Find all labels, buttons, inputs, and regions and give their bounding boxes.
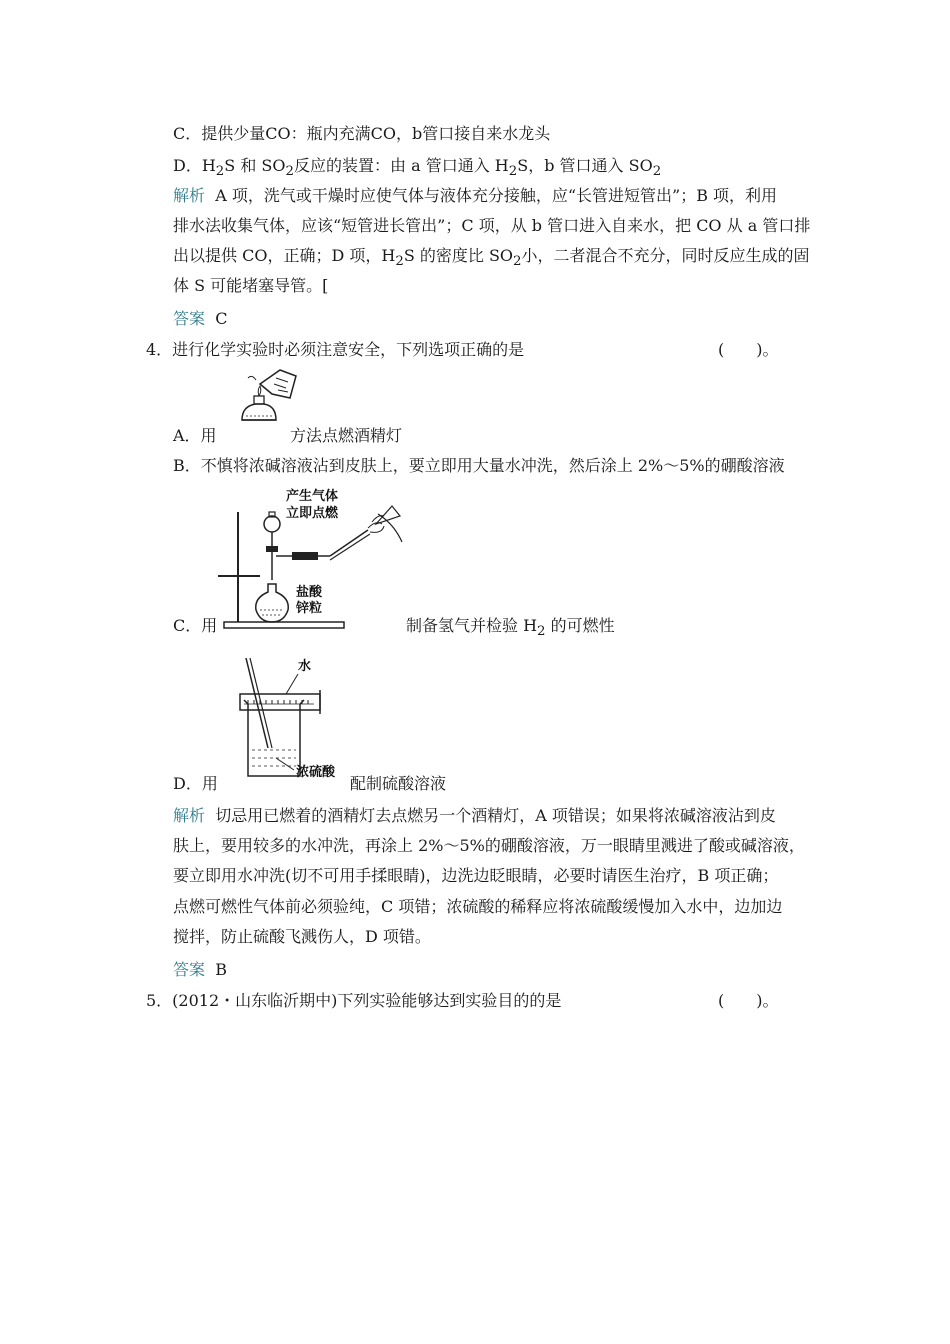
figure-d-label-water: 水	[298, 659, 312, 674]
q4-option-d-prefix: D．用	[173, 774, 218, 793]
q3-analysis-line-2: 排水法收集气体，应该“短管进长管出”；C 项，从 b 管口进入自来水，把 CO 从 a 管口排	[173, 216, 811, 235]
figure-c-label-ignite: 立即点燃	[286, 506, 339, 521]
answer-value: C	[215, 309, 228, 328]
figure-hydrogen-apparatus	[216, 484, 406, 632]
q5-stem: 5．(2012・山东临沂期中)下列实验能够达到实验目的的是	[146, 991, 562, 1010]
q5-paren: ( )。	[718, 991, 779, 1010]
analysis-label: 解析	[173, 806, 206, 825]
q4-option-c-prefix: C．用	[173, 616, 218, 635]
q4-option-d-suffix: 配制硫酸溶液	[350, 774, 447, 793]
q3-analysis-line-3: 出以提供 CO，正确；D 项，$H_2S$ 的密度比 $SO_2$小，二者混合不充分，同时反应生成的固	[173, 246, 810, 270]
q4-analysis-line-3: 要立即用水冲洗(切不可用手揉眼睛)，边洗边眨眼睛，必要时请医生治疗，B 项正确；	[173, 866, 779, 885]
q4-paren: ( )。	[718, 340, 779, 359]
figure-c-label-acid: 盐酸	[296, 585, 323, 600]
q3-option-d: D．$H_2S$ 和 $SO_2$反应的装置：由 a 管口通入 $H_2S$，b 管口通入 $SO_2$	[173, 156, 662, 180]
q4-analysis-line-5: 搅拌，防止硫酸飞溅伤人，D 项错。	[173, 927, 431, 946]
q4-analysis-line-1: 解析 切忌用已燃着的酒精灯去点燃另一个酒精灯，A 项错误；如果将浓碱溶液沾到皮	[173, 806, 776, 825]
q4-analysis-line-2: 肤上，要用较多的水冲洗，再涂上 2%～5%的硼酸溶液，万一眼睛里溅进了酸或碱溶液，	[173, 836, 805, 855]
figure-alcohol-lamps	[238, 370, 298, 430]
q4-stem: 4．进行化学实验时必须注意安全，下列选项正确的是	[146, 340, 525, 359]
answer-value: B	[215, 960, 227, 979]
q4-option-c-suffix: 制备氢气并检验 $H_2$ 的可燃性	[406, 616, 615, 640]
analysis-label: 解析	[173, 186, 206, 205]
answer-label: 答案	[173, 960, 206, 979]
q4-option-a-suffix: 方法点燃酒精灯	[290, 426, 403, 445]
answer-label: 答案	[173, 309, 206, 328]
q3-answer	[173, 309, 227, 329]
figure-d-label-acid: 浓硫酸	[296, 765, 336, 780]
q4-option-a-prefix: A．用	[173, 426, 217, 445]
figure-c-label-gas: 产生气体	[286, 489, 339, 504]
q4-answer	[173, 960, 227, 980]
q3-analysis-line-4: 体 S 可能堵塞导管。[	[173, 276, 329, 295]
q3-option-c: C．提供少量CO：瓶内充满CO，b管口接自来水龙头	[173, 124, 551, 143]
figure-dilution-apparatus	[214, 654, 354, 784]
q3-analysis-line-1: 解析 A 项，洗气或干燥时应使气体与液体充分接触，应“长管进短管出”；B 项，利用	[173, 186, 778, 205]
q4-analysis-line-4: 点燃可燃性气体前必须验纯，C 项错；浓硫酸的稀释应将浓硫酸缓慢加入水中，边加边	[173, 897, 783, 916]
figure-c-label-zinc: 锌粒	[296, 601, 323, 616]
q4-option-b: B．不慎将浓碱溶液沾到皮肤上，要立即用大量水冲洗，然后涂上 2%～5%的硼酸溶液	[173, 456, 785, 475]
